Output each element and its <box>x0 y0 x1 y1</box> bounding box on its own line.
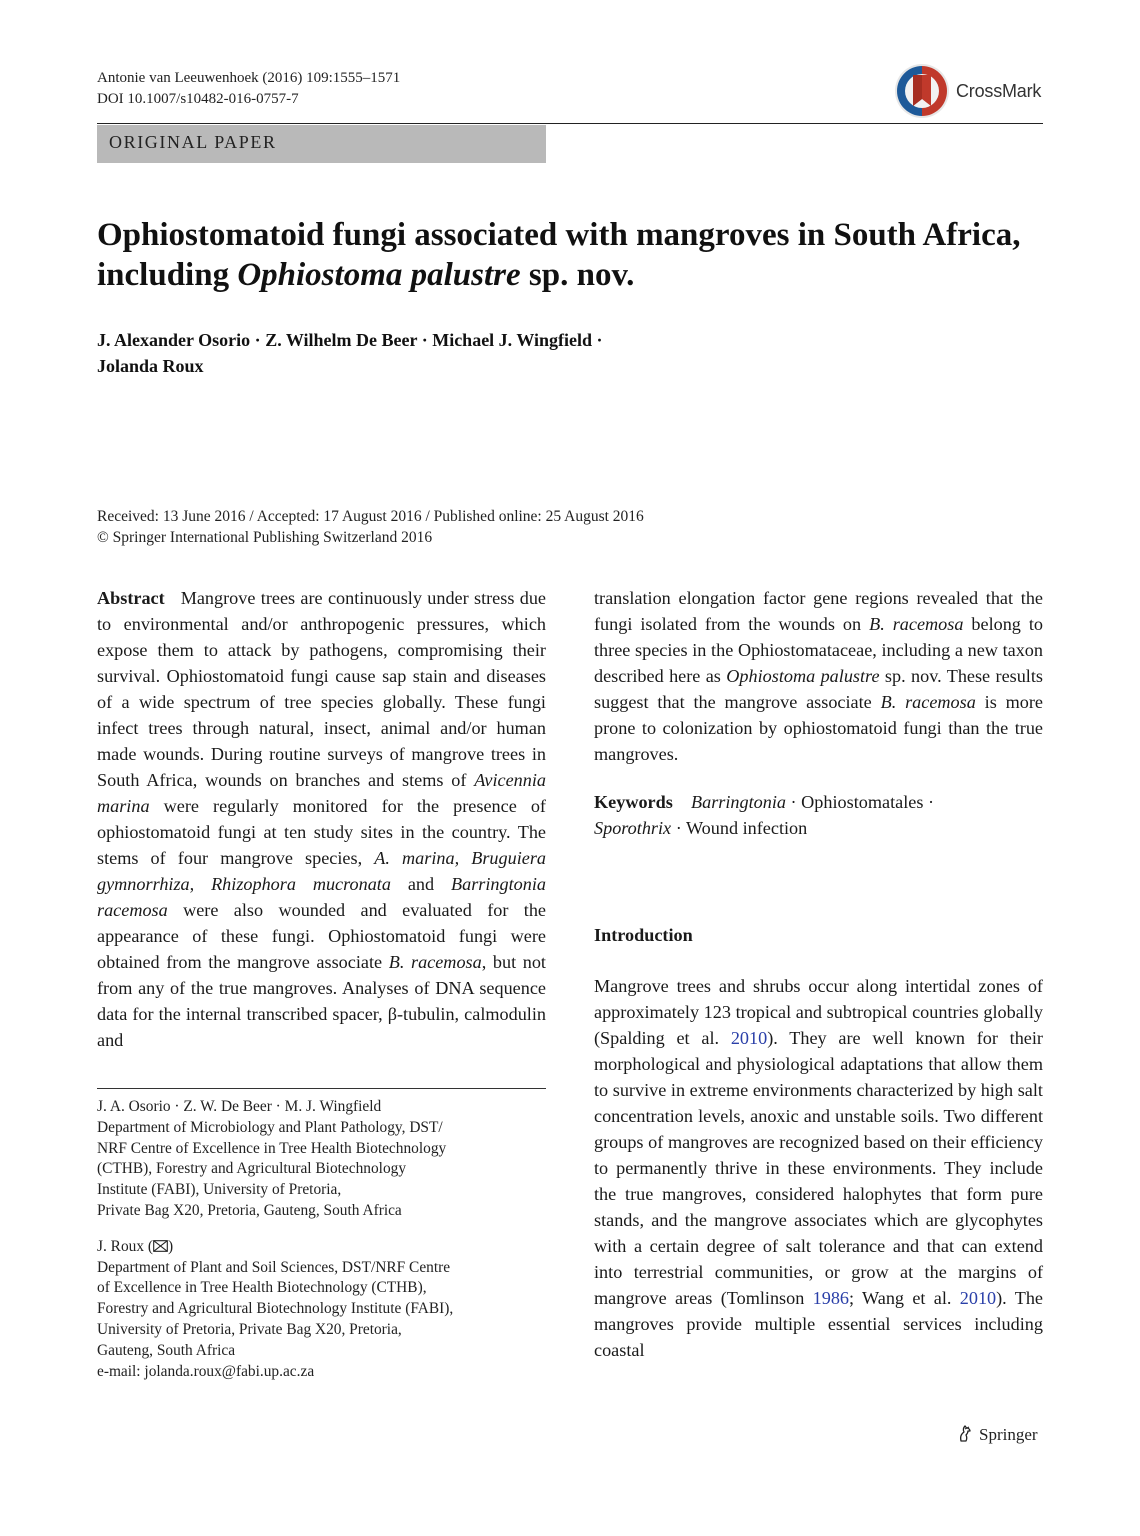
keywords: Keywords Barringtonia · Ophiostomatales · Sporothrix · Wound infection <box>594 792 935 838</box>
header-rule <box>97 123 1043 124</box>
envelope-icon[interactable] <box>153 1240 168 1252</box>
copyright: © Springer International Publishing Switzerland 2016 <box>97 529 433 546</box>
introduction-body: Mangrove trees and shrubs occur along intertidal zones of approximately 123 tropical and subtropical countries globally (Spalding et al. 2010). They are well known for their morphological and physiological adaptations that allow them to survive in extreme environments characterized by high salt concentration levels, anoxic and unstable soils. Two different groups of mangroves are recognized based on their efficiency to permanently thrive in these environments. They include the true mangroves, considered halophytes that form pure stands, and the mangrove associates which are glycophytes with a certain degree of salt tolerance and that can extend into terrestrial communities, or grow at the margins of mangrove areas (Tomlinson 1986; Wang et al. 2010). The mangroves provide multiple essential services including coastal <box>594 976 1043 1360</box>
affiliations: J. A. Osorio · Z. W. De Beer · M. J. Wingfield Department of Microbiology and Plant Pathology, DST/ NRF Centre of Excellence in Tree Health Biotechnology (CTHB), Forestry and Agricultural Biotechnology Institute (FABI), University of Pretoria, Private Bag X20, Pretoria, Gauteng, South Africa J. Roux ( ) Department of Plant and Soil Sciences, DST/NRF Centre of Excellence in Tree Health Biotechnology (CTHB), Forestry and Agricultural Biotechnology Institute (FABI), University of Pretoria, Private Bag X20, Pretoria, Gauteng, South Africa e-mail: jolanda.roux@fabi.up.ac.za <box>97 1097 546 1382</box>
keyword: Wound infection <box>685 818 808 838</box>
journal-citation: Antonie van Leeuwenhoek (2016) 109:1555–1571 <box>97 70 401 86</box>
keywords-label: Keywords <box>594 792 673 812</box>
abstract-label: Abstract <box>97 588 165 608</box>
citation-link[interactable]: 2010 <box>959 1288 997 1308</box>
affiliation-names: J. A. Osorio · Z. W. De Beer · M. J. Wingfield <box>97 1098 382 1115</box>
author-name[interactable]: Michael J. Wingfield <box>432 330 593 350</box>
crossmark-logo-icon <box>893 62 951 120</box>
section-banner <box>97 125 546 163</box>
received-date: Received: 13 June 2016 <box>97 508 246 525</box>
publisher-name: Springer <box>979 1425 1038 1444</box>
keyword: Ophiostomatales <box>801 792 924 812</box>
keyword: Sporothrix <box>594 818 672 838</box>
affiliations-rule <box>97 1088 546 1089</box>
article-dates: Received: 13 June 2016 / Accepted: 17 August 2016 / Published online: 25 August 2016 © Springer International Publishing Switzerland 2016 <box>97 508 644 546</box>
author-name[interactable]: J. Alexander Osorio <box>97 330 251 350</box>
abstract-column-left <box>97 585 546 1053</box>
corresponding-author: J. Roux ( ) <box>97 1237 174 1255</box>
author-name[interactable]: Z. Wilhelm De Beer <box>265 330 418 350</box>
introduction-heading: Introduction <box>594 925 693 945</box>
title-species: Ophiostoma palustre <box>237 257 521 293</box>
doi[interactable]: DOI 10.1007/s10482-016-0757-7 <box>97 91 299 107</box>
published-date: Published online: 25 August 2016 <box>433 508 644 525</box>
publisher-footer <box>955 1423 1038 1445</box>
article-title: Ophiostomatoid fungi associated with mangroves in South Africa, including Ophiostoma palustre sp. nov. <box>97 217 1021 293</box>
section-label: ORIGINAL PAPER <box>109 132 277 152</box>
author-list: J. Alexander Osorio · Z. Wilhelm De Beer · Michael J. Wingfield · Jolanda Roux <box>97 330 603 376</box>
crossmark-label: CrossMark <box>956 81 1042 101</box>
keyword: Barringtonia <box>691 792 786 812</box>
abstract-text-continued: translation elongation factor gene regions revealed that the fungi isolated from the wounds on B. racemosa belong to three species in the Ophiostomataceae, including a new taxon described here as Ophiostoma palustre sp. nov. These results suggest that the mangrove associate B. racemosa is more prone to colonization by ophiostomatoid fungi than the true mangroves. <box>594 588 1044 764</box>
abstract-column-right <box>594 585 1043 841</box>
author-name[interactable]: Jolanda Roux <box>97 356 204 376</box>
citation-link[interactable]: 1986 <box>812 1288 849 1308</box>
springer-horse-icon <box>955 1423 975 1443</box>
author-email[interactable]: e-mail: jolanda.roux@fabi.up.ac.za <box>97 1362 315 1380</box>
crossmark-badge[interactable] <box>893 62 1043 118</box>
citation-link[interactable]: 2010 <box>730 1028 768 1048</box>
accepted-date: Accepted: 17 August 2016 <box>256 508 422 525</box>
abstract-text: Abstract Mangrove trees are continuously under stress due to environmental and/or anthropogenic pressures, which expose them to attack by pathogens, compromising their survival. Ophiostomatoid fungi cause sap stain and diseases of a wide spectrum of tree species globally. These fungi infect trees through natural, insect, animal and/or human made wounds. During routine surveys of mangrove trees in South Africa, wounds on branches and stems of Avicennia marina were regularly monitored for the presence of ophiostomatoid fungi at ten study sites in the country. The stems of four mangrove species, A. marina, Bruguiera gymnorrhiza, Rhizophora mucronata and Barringtonia racemosa were also wounded and evaluated for the appearance of these fungi. Ophiostomatoid fungi were obtained from the mangrove associate B. racemosa, but not from any of the true mangroves. Analyses of DNA sequence data for the internal transcribed spacer, β-tubulin, calmodulin and <box>97 588 547 1050</box>
journal-header <box>97 68 400 110</box>
